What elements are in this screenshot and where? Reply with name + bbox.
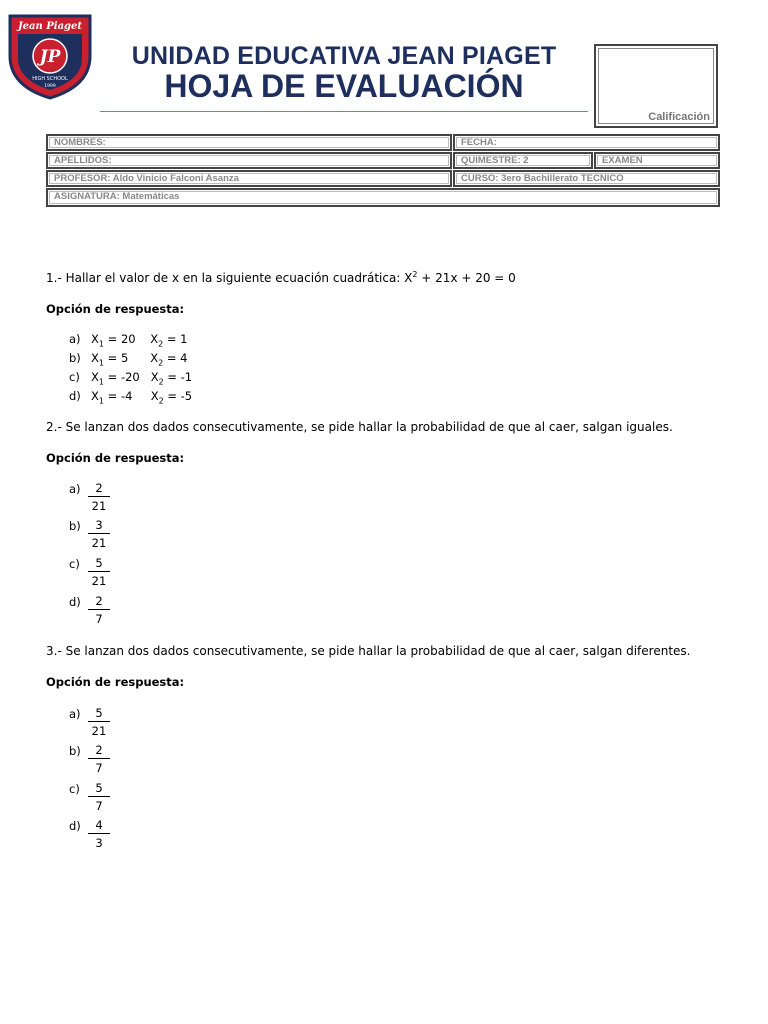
option-letter: d) [69,389,81,403]
x2-value: -5 [180,389,193,403]
logo-text-bottom: HIGH SCHOOL [32,76,68,82]
eq-sign: = [163,351,181,365]
eq-sign: = [103,332,121,346]
option-letter: c) [69,370,80,384]
x1-value: -4 [120,389,133,403]
question-1-title [46,270,516,285]
denominator: 7 [95,612,103,626]
fraction-bar [88,833,110,834]
x2-label: X [150,332,159,346]
x2-value: 1 [180,332,188,346]
question-1-option-c[interactable] [69,370,192,386]
question-2-option-a-letter[interactable]: a) [69,482,81,496]
nombres-field[interactable]: NOMBRES: [46,134,452,151]
numerator: 5 [95,556,103,570]
profesor-field: PROFESOR: Aldo Vinicio Falconi Asanza [46,170,452,187]
x2-sub: 2 [158,377,164,387]
question-1-title-prefix: 1.- Hallar el valor de x en la siguiente ecuación cuadrática: X [46,271,413,285]
question-3-option-c-letter[interactable]: c) [69,782,80,796]
eq-sign: = [103,370,121,384]
question-3-option-b-fraction[interactable] [88,743,110,775]
question-2-option-c-fraction[interactable] [88,556,110,588]
x1-sub: 1 [98,358,104,368]
question-2-option-b-fraction[interactable] [88,518,110,550]
question-2-option-d-fraction[interactable] [88,594,110,626]
eq-sign: = [103,389,121,403]
eq-sign: = [163,332,181,346]
sheet-title: HOJA DE EVALUACIÓN [164,68,524,104]
numerator: 2 [95,743,103,757]
numerator: 5 [95,781,103,795]
x1-sub: 1 [98,396,104,406]
eq-sign: = [103,351,121,365]
question-1-title-suffix: + 21x + 20 = 0 [417,271,516,285]
grade-box[interactable] [594,44,718,128]
eq-sign: = [163,370,181,384]
x2-value: 4 [180,351,188,365]
school-logo [6,10,94,100]
denominator: 7 [95,761,103,775]
x1-sub: 1 [98,339,104,349]
question-3-option-d-fraction[interactable] [88,818,110,850]
numerator: 2 [95,594,103,608]
school-name: UNIDAD EDUCATIVA JEAN PIAGET [131,42,557,70]
question-3-option-d-letter[interactable]: d) [69,819,81,833]
fraction-bar [88,758,110,759]
fraction-bar [88,721,110,722]
eq-sign: = [163,389,181,403]
logo-monogram: JP [39,47,61,67]
question-1-options-header: Opción de respuesta: [46,302,185,316]
header-divider [100,111,588,112]
question-3-option-a-fraction[interactable] [88,706,110,738]
denominator: 7 [95,799,103,813]
x1-label: X [91,351,99,365]
x2-label: X [150,389,159,403]
x1-label: X [91,389,99,403]
question-2-option-d-letter[interactable]: d) [69,595,81,609]
numerator: 3 [95,518,103,532]
x1-label: X [91,332,99,346]
question-3-options-header: Opción de respuesta: [46,675,185,689]
question-1-option-a[interactable] [69,332,187,348]
fraction-bar [88,496,110,497]
question-2-option-a-fraction[interactable] [88,481,110,513]
quimestre-field: QUIMESTRE: 2 [453,152,593,169]
x2-label: X [150,351,159,365]
question-1-option-b[interactable] [69,351,187,367]
asignatura-field: ASIGNATURA: Matemáticas [46,188,720,207]
x2-label: X [150,370,159,384]
option-letter: a) [69,332,81,346]
x2-value: -1 [180,370,193,384]
numerator: 2 [95,481,103,495]
x2-sub: 2 [158,396,164,406]
question-3-option-b-letter[interactable]: b) [69,744,81,758]
curso-field: CURSO: 3ero Bachillerato TECNICO [453,170,720,187]
logo-text-top: Jean Piaget [17,21,83,32]
grade-label: Calificación [648,111,710,123]
denominator: 3 [95,836,103,850]
question-2-title: 2.- Se lanzan dos dados consecutivamente, se pide hallar la probabilidad de que al caer, salgan iguales. [46,420,673,434]
examen-field: EXAMEN [594,152,720,169]
fraction-bar [88,609,110,610]
fraction-bar [88,796,110,797]
apellidos-field[interactable]: APELLIDOS: [46,152,452,169]
x2-sub: 2 [158,339,164,349]
numerator: 5 [95,706,103,720]
denominator: 21 [91,724,107,738]
fecha-field[interactable]: FECHA: [453,134,720,151]
question-1-title-sup: 2 [412,270,418,279]
x1-sub: 1 [98,377,104,387]
x1-label: X [91,370,99,384]
denominator: 21 [91,499,107,513]
fraction-bar [88,533,110,534]
option-letter: b) [69,351,81,365]
x2-sub: 2 [158,358,164,368]
question-3-option-c-fraction[interactable] [88,781,110,813]
denominator: 21 [91,574,107,588]
question-2-options-header: Opción de respuesta: [46,451,185,465]
x1-value: -20 [120,370,140,384]
numerator: 4 [95,818,103,832]
denominator: 21 [91,536,107,550]
logo-year: 1999 [44,84,56,89]
question-3-option-a-letter[interactable]: a) [69,707,81,721]
fraction-bar [88,571,110,572]
question-2-option-c-letter[interactable]: c) [69,557,80,571]
x1-value: 20 [120,332,136,346]
question-3-title: 3.- Se lanzan dos dados consecutivamente, se pide hallar la probabilidad de que al caer, salgan diferentes. [46,644,691,658]
question-1-option-d[interactable] [69,389,192,405]
question-2-option-b-letter[interactable]: b) [69,519,81,533]
x1-value: 5 [120,351,129,365]
